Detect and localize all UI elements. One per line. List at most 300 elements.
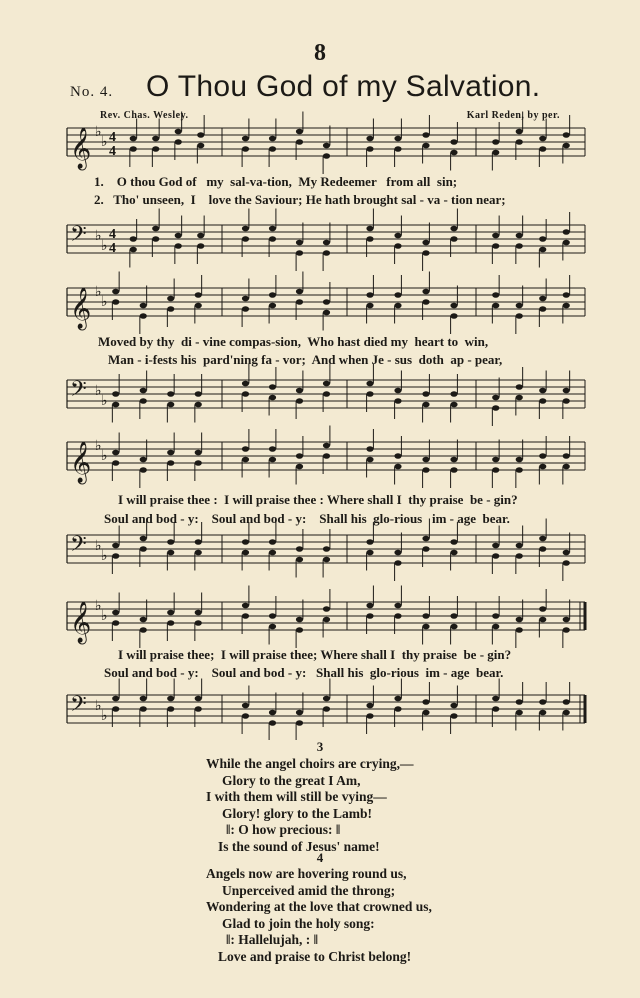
notehead (112, 696, 119, 702)
notehead (242, 457, 249, 463)
verse-line: ‖: O how precious: ‖ (226, 822, 341, 837)
notehead (112, 391, 119, 397)
notehead (563, 699, 570, 705)
notehead (366, 303, 373, 309)
verse-line: Love and praise to Christ belong! (218, 948, 412, 964)
notehead (242, 713, 249, 719)
notehead (167, 391, 174, 397)
notehead (422, 299, 429, 305)
lyric-line: I will praise thee : I will praise thee : Where shall I thy praise be - gin? (118, 492, 518, 507)
notehead (195, 620, 202, 626)
notehead (492, 303, 499, 309)
notehead (366, 236, 373, 242)
notehead (516, 710, 523, 716)
notehead (112, 450, 119, 456)
notehead (269, 292, 276, 298)
notehead (195, 303, 202, 309)
notehead (112, 553, 119, 559)
notehead (394, 292, 401, 298)
notehead (516, 139, 523, 145)
notehead (422, 402, 429, 408)
notehead (269, 146, 276, 152)
flat-sign: ♭ (95, 229, 102, 244)
notehead (197, 233, 204, 239)
notehead (269, 303, 276, 309)
notehead (269, 624, 276, 630)
notehead (296, 710, 303, 716)
notehead (269, 720, 276, 726)
notehead (140, 388, 147, 394)
notehead (242, 703, 249, 709)
flat-sign: ♭ (101, 239, 108, 254)
notehead (323, 240, 330, 246)
notehead (140, 706, 147, 712)
notehead (366, 703, 373, 709)
notehead (167, 296, 174, 302)
notehead (539, 146, 546, 152)
notehead (516, 543, 523, 549)
notehead (242, 550, 249, 556)
notehead (394, 233, 401, 239)
verse-line: Unperceived amid the throng; (222, 882, 396, 898)
notehead (130, 136, 137, 142)
notehead (366, 550, 373, 556)
notehead (539, 710, 546, 716)
notehead (175, 243, 182, 249)
notehead (450, 713, 457, 719)
notehead (242, 446, 249, 452)
notehead (366, 146, 373, 152)
notehead (366, 713, 373, 719)
notehead (167, 402, 174, 408)
notehead (422, 613, 429, 619)
notehead (323, 391, 330, 397)
notehead (563, 453, 570, 459)
time-signature: 4 (109, 241, 116, 256)
notehead (112, 610, 119, 616)
notehead (366, 226, 373, 232)
notehead (422, 391, 429, 397)
notehead (563, 132, 570, 138)
notehead (269, 395, 276, 401)
notehead (394, 464, 401, 470)
notehead (195, 450, 202, 456)
notehead (296, 388, 303, 394)
notehead (394, 398, 401, 404)
notehead (492, 395, 499, 401)
lyric-line: Soul and bod - y: Soul and bod - y: Shall his glo-rious im - age bear. (104, 665, 504, 680)
hymn-number: No. 4. (70, 84, 114, 100)
notehead (492, 467, 499, 473)
notehead (422, 240, 429, 246)
notehead (516, 129, 523, 135)
time-signature: 4 (109, 130, 116, 145)
notehead (516, 313, 523, 319)
notehead (269, 384, 276, 390)
notehead (112, 402, 119, 408)
flat-sign: ♭ (101, 709, 108, 724)
verse-line: Is the sound of Jesus' name! (218, 838, 380, 854)
notehead (539, 546, 546, 552)
notehead (152, 136, 159, 142)
notehead (167, 706, 174, 712)
flat-sign: ♭ (95, 384, 102, 399)
notehead (112, 289, 119, 295)
verse-4-number: 4 (316, 850, 324, 865)
flat-sign: ♭ (95, 439, 102, 454)
notehead (112, 543, 119, 549)
notehead (539, 236, 546, 242)
notehead (516, 467, 523, 473)
notehead (130, 236, 137, 242)
notehead (539, 388, 546, 394)
notehead (112, 620, 119, 626)
treble-clef: 𝄞 (70, 128, 92, 169)
notehead (394, 453, 401, 459)
notehead (422, 467, 429, 473)
treble-clef: 𝄞 (70, 602, 92, 643)
notehead (130, 247, 137, 253)
notehead (366, 539, 373, 545)
notehead (140, 536, 147, 542)
notehead (492, 233, 499, 239)
notehead (167, 306, 174, 312)
flat-sign: ♭ (95, 599, 102, 614)
notehead (167, 620, 174, 626)
notehead (175, 139, 182, 145)
notehead (539, 453, 546, 459)
notehead (450, 613, 457, 619)
notehead (269, 226, 276, 232)
notehead (269, 710, 276, 716)
notehead (140, 627, 147, 633)
notehead (323, 143, 330, 149)
notehead (195, 402, 202, 408)
notehead (296, 453, 303, 459)
notehead (269, 446, 276, 452)
lyric-line: Man - i-fests his pard'ning fa - vor; And when Je - sus doth ap - pear, (108, 352, 503, 367)
notehead (516, 617, 523, 623)
notehead (296, 617, 303, 623)
verse-line: Glad to join the holy song: (222, 915, 375, 931)
notehead (152, 226, 159, 232)
notehead (195, 460, 202, 466)
notehead (563, 143, 570, 149)
notehead (450, 391, 457, 397)
notehead (563, 398, 570, 404)
notehead (140, 313, 147, 319)
notehead (112, 299, 119, 305)
notehead (269, 136, 276, 142)
notehead (492, 457, 499, 463)
notehead (394, 696, 401, 702)
notehead (195, 391, 202, 397)
notehead (242, 613, 249, 619)
notehead (296, 720, 303, 726)
notehead (516, 395, 523, 401)
notehead (450, 226, 457, 232)
lyric-line: I will praise thee; I will praise thee; Where shall I thy praise be - gin? (118, 647, 512, 662)
flat-sign: ♭ (101, 549, 108, 564)
notehead (422, 143, 429, 149)
flat-sign: ♭ (95, 539, 102, 554)
author-credit: Rev. Chas. Wesley. (100, 110, 189, 121)
verse-line: Glory to the great I Am, (222, 772, 361, 788)
notehead (450, 624, 457, 630)
notehead (167, 539, 174, 545)
notehead (296, 299, 303, 305)
notehead (450, 313, 457, 319)
notehead (450, 303, 457, 309)
notehead (296, 250, 303, 256)
flat-sign: ♭ (95, 125, 102, 140)
lyric-line: 1. O thou God of my sal-va-tion, My Redeemer from all sin; (94, 174, 458, 189)
notehead (563, 240, 570, 246)
notehead (167, 696, 174, 702)
page-number: 8 (314, 40, 326, 66)
notehead (422, 624, 429, 630)
notehead (516, 627, 523, 633)
notehead (296, 464, 303, 470)
notehead (140, 546, 147, 552)
notehead (323, 453, 330, 459)
notehead (195, 550, 202, 556)
notehead (167, 610, 174, 616)
notehead (563, 303, 570, 309)
notehead (242, 603, 249, 609)
notehead (175, 129, 182, 135)
notehead (242, 136, 249, 142)
notehead (539, 617, 546, 623)
notehead (450, 539, 457, 545)
notehead (492, 553, 499, 559)
flat-sign: ♭ (101, 609, 108, 624)
notehead (140, 696, 147, 702)
verse-line: I with them will still be vying— (206, 789, 387, 804)
notehead (269, 539, 276, 545)
lyric-line: Soul and bod - y: Soul and bod - y: Shall his glo-rious im - age bear. (104, 511, 510, 526)
notehead (269, 550, 276, 556)
notehead (242, 296, 249, 302)
notehead (323, 617, 330, 623)
notehead (563, 292, 570, 298)
notehead (140, 457, 147, 463)
notehead (323, 706, 330, 712)
notehead (492, 405, 499, 411)
notehead (323, 557, 330, 563)
notehead (394, 603, 401, 609)
notehead (563, 710, 570, 716)
notehead (492, 139, 499, 145)
notehead (492, 543, 499, 549)
notehead (563, 627, 570, 633)
notehead (563, 617, 570, 623)
notehead (140, 467, 147, 473)
notehead (296, 398, 303, 404)
notehead (539, 306, 546, 312)
notehead (197, 132, 204, 138)
bass-clef: 𝄢 (70, 692, 87, 722)
notehead (394, 613, 401, 619)
bass-clef: 𝄢 (70, 222, 87, 252)
notehead (492, 624, 499, 630)
notehead (242, 226, 249, 232)
notehead (112, 706, 119, 712)
notehead (195, 539, 202, 545)
notehead (140, 617, 147, 623)
notehead (242, 391, 249, 397)
notehead (516, 553, 523, 559)
notehead (366, 446, 373, 452)
notehead (563, 229, 570, 235)
notehead (296, 129, 303, 135)
notehead (323, 606, 330, 612)
notehead (422, 289, 429, 295)
notehead (366, 391, 373, 397)
flat-sign: ♭ (101, 135, 108, 150)
notehead (539, 699, 546, 705)
notehead (296, 557, 303, 563)
notehead (422, 546, 429, 552)
verse-line: While the angel choirs are crying,— (206, 756, 414, 771)
notehead (323, 250, 330, 256)
notehead (242, 236, 249, 242)
notehead (539, 464, 546, 470)
notehead (492, 243, 499, 249)
verse-3-number: 3 (316, 739, 324, 754)
notehead (152, 146, 159, 152)
notehead (422, 710, 429, 716)
notehead (539, 247, 546, 253)
time-signature: 4 (109, 144, 116, 159)
notehead (296, 289, 303, 295)
notehead (323, 696, 330, 702)
composer-credit: Karl Reden, by per. (466, 110, 560, 121)
notehead (394, 388, 401, 394)
notehead (422, 250, 429, 256)
notehead (242, 381, 249, 387)
notehead (563, 550, 570, 556)
flat-sign: ♭ (95, 699, 102, 714)
notehead (195, 610, 202, 616)
notehead (450, 150, 457, 156)
notehead (516, 233, 523, 239)
notehead (167, 450, 174, 456)
notehead (422, 132, 429, 138)
time-signature: 4 (109, 227, 116, 242)
notehead (323, 443, 330, 449)
hymn-title: O Thou God of my Salvation. (146, 70, 541, 103)
notehead (422, 457, 429, 463)
verse-line: ‖: Hallelujah, : ‖ (226, 932, 319, 947)
notehead (539, 136, 546, 142)
notehead (366, 613, 373, 619)
notehead (516, 384, 523, 390)
notehead (394, 243, 401, 249)
notehead (195, 292, 202, 298)
notehead (323, 381, 330, 387)
notehead (195, 696, 202, 702)
notehead (394, 146, 401, 152)
verse-line: Wondering at the love that crowned us, (206, 899, 432, 914)
notehead (175, 233, 182, 239)
flat-sign: ♭ (101, 394, 108, 409)
notehead (516, 457, 523, 463)
notehead (450, 139, 457, 145)
notehead (563, 560, 570, 566)
notehead (450, 467, 457, 473)
notehead (450, 402, 457, 408)
lyric-line: Moved by thy di - vine compas-sion, Who hast died my heart to win, (98, 334, 489, 349)
notehead (450, 457, 457, 463)
notehead (516, 303, 523, 309)
notehead (323, 299, 330, 305)
notehead (323, 153, 330, 159)
notehead (197, 143, 204, 149)
bass-clef: 𝄢 (70, 532, 87, 562)
notehead (140, 303, 147, 309)
notehead (296, 546, 303, 552)
notehead (323, 310, 330, 316)
notehead (492, 292, 499, 298)
notehead (323, 546, 330, 552)
notehead (242, 539, 249, 545)
notehead (539, 296, 546, 302)
notehead (242, 306, 249, 312)
notehead (450, 236, 457, 242)
notehead (394, 706, 401, 712)
notehead (269, 457, 276, 463)
lyric-line: 2. Tho' unseen, I love the Saviour; He hath brought sal - va - tion near; (94, 192, 506, 207)
notehead (492, 613, 499, 619)
notehead (167, 460, 174, 466)
notehead (492, 150, 499, 156)
flat-sign: ♭ (101, 295, 108, 310)
notehead (450, 550, 457, 556)
notehead (366, 457, 373, 463)
notehead (492, 696, 499, 702)
notehead (366, 292, 373, 298)
notehead (366, 136, 373, 142)
notehead (539, 536, 546, 542)
notehead (563, 464, 570, 470)
notehead (450, 703, 457, 709)
flat-sign: ♭ (101, 449, 108, 464)
notehead (130, 146, 137, 152)
notehead (394, 303, 401, 309)
notehead (366, 603, 373, 609)
notehead (242, 146, 249, 152)
notehead (296, 627, 303, 633)
notehead (197, 243, 204, 249)
notehead (296, 139, 303, 145)
notehead (152, 236, 159, 242)
notehead (516, 243, 523, 249)
bass-clef: 𝄢 (70, 377, 87, 407)
notehead (539, 398, 546, 404)
notehead (269, 236, 276, 242)
treble-clef: 𝄞 (70, 442, 92, 483)
notehead (539, 606, 546, 612)
notehead (563, 388, 570, 394)
verse-line: Glory! glory to the Lamb! (222, 805, 372, 821)
notehead (366, 381, 373, 387)
notehead (422, 536, 429, 542)
verse-line: Angels now are hovering round us, (206, 866, 407, 881)
notehead (394, 560, 401, 566)
notehead (516, 699, 523, 705)
notehead (140, 398, 147, 404)
